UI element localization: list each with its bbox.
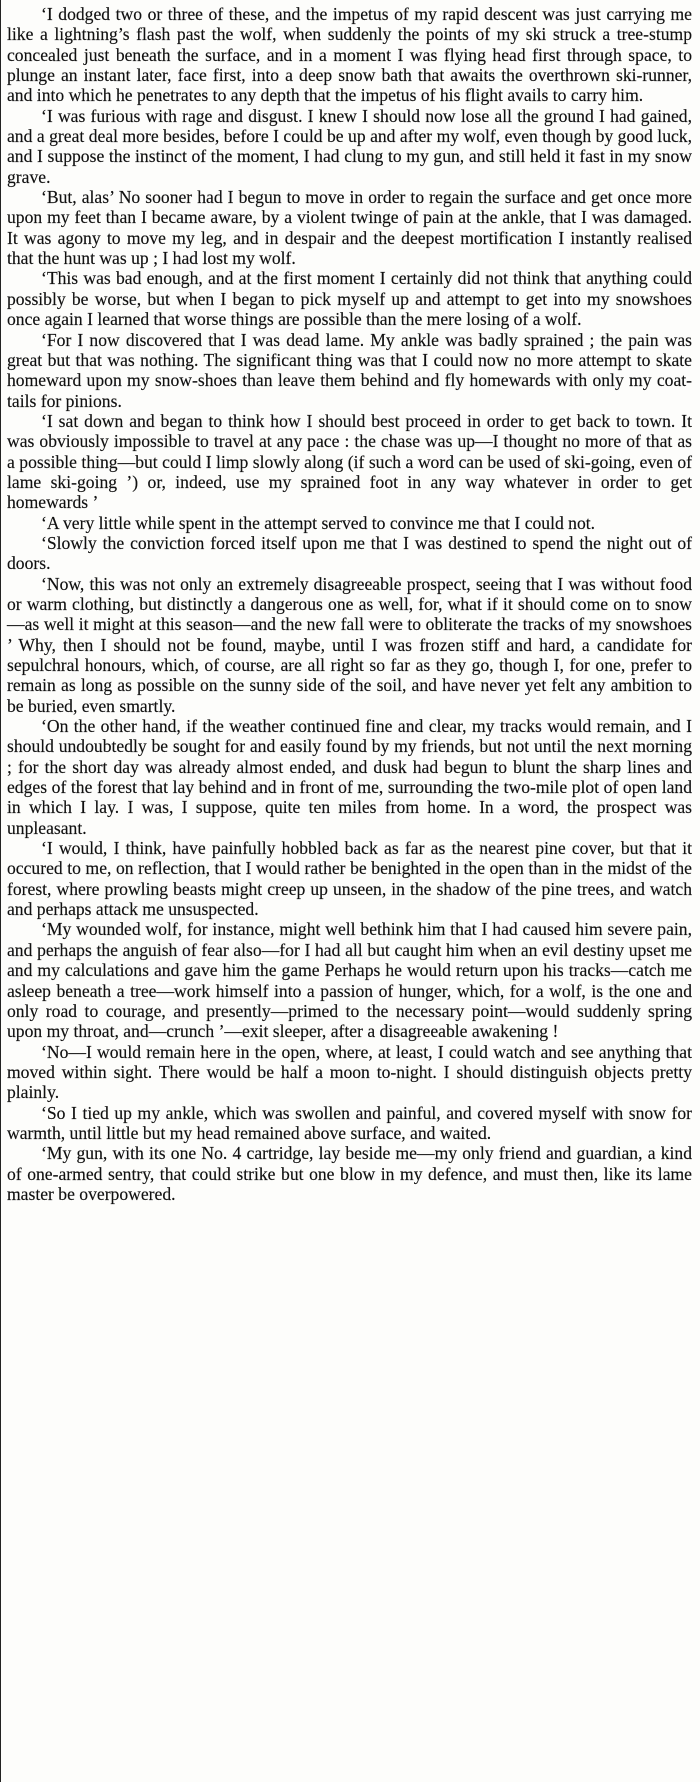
paragraph: ‘On the other hand, if the weather continued fine and clear, my tracks would remain, and I should undoubtedly be sought for and easily found by my friends, but not until the next morning ; for the short day was already almost ended, and dusk had begun to blunt the sharp lines and edges of the forest that lay behind and in front of me, surrounding the two-mile plot of open land in which I lay. I was, I suppose, quite ten miles from home. In a word, the prospect was unpleasant. <box>7 716 692 838</box>
paragraph: ‘For I now discovered that I was dead lame. My ankle was badly sprained ; the pain was great but that was nothing. The significant thing was that I could now no more attempt to skate homeward upon my snow-shoes than leave them behind and fly homewards with only my coat-tails for pinions. <box>7 329 692 411</box>
paragraph: ‘I would, I think, have painfully hobbled back as far as the nearest pine cover, but that it occured to me, on reflection, that I would rather be benighted in the open than in the midst of the forest, where prowling beasts might creep up unseen, in the shadow of the pine trees, and watch and perhaps attack me unsuspected. <box>7 838 692 920</box>
paragraph: ‘No—I would remain here in the open, where, at least, I could watch and see anything that moved within sight. There would be half a moon to-night. I should distinguish objects pretty plainly. <box>7 1041 692 1103</box>
paragraph: ‘I dodged two or three of these, and the impetus of my rapid descent was just carrying me like a lightning’s flash past the wolf, when suddenly the points of my ski struck a tree-stump concealed just beneath the surface, and in a moment I was flying head first through space, to plunge an instant later, face first, into a deep snow bath that awaits the overthrown ski-runner, and into which he penetrates to any depth that the impetus of his flight avails to carry him. <box>7 4 692 106</box>
paragraph: ‘Slowly the conviction forced itself upon me that I was destined to spend the night out of doors. <box>7 532 692 574</box>
paragraph: ‘I sat down and began to think how I should best proceed in order to get back to town. It was obviously impossible to travel at any pace : the chase was up—I thought no more of that as a possible thing—but could I limp slowly along (if such a word can be used of ski-going, even of lame ski-going ’) or, indeed, use my sprained foot in any way whatever in order to get homewards ’ <box>7 410 692 513</box>
paragraph: ‘So I tied up my ankle, which was swollen and painful, and covered myself with snow for warmth, until little but my head remained above surface, and waited. <box>7 1102 692 1143</box>
paragraph: ‘A very little while spent in the attempt served to convince me that I could not. <box>41 512 596 533</box>
paragraph: ‘But, alas’ No sooner had I begun to move in order to regain the surface and get once more upon my feet than I became aware, by a violent twinge of pain at the ankle, that I was damaged. It was agony to move my leg, and in despair and the deepest mortification I instantly realised that the hunt was up ; I had lost my wolf. <box>7 187 692 269</box>
text-column <box>7 4 692 1204</box>
paragraph: ‘My gun, with its one No. 4 cartridge, lay beside me—my only friend and guardian, a kind of one-armed sentry, that could strike but one blow in my defence, and must then, like its lame master be overpowered. <box>7 1143 692 1204</box>
paragraph: ‘This was bad enough, and at the first moment I certainly did not think that anything could possibly be worse, but when I began to pick myself up and attempt to get into my snowshoes once again I learned that worse things are possible than the mere losing of a wolf. <box>7 268 692 330</box>
paragraph: ‘My wounded wolf, for instance, might well bethink him that I had caused him severe pain, and perhaps the anguish of fear also—for I had all but caught him when an evil destiny upset me and my calculations and gave him the game Perhaps he would return upon his tracks—catch me asleep beneath a tree—work himself into a passion of hunger, which, for a wolf, is the one and only road to courage, and presently—primed to the necessary point—would suddenly spring upon my throat, and—crunch ’—exit sleeper, after a disagreeable awakening ! <box>7 919 692 1042</box>
paragraph: ‘I was furious with rage and disgust. I knew I should now lose all the ground I had gained, and a great deal more besides, before I could be up and after my wolf, even though by good luck, and I suppose the instinct of the moment, I had clung to my gun, and still held it fast in my snow grave. <box>7 105 692 187</box>
paragraph: ‘Now, this was not only an extremely disagreeable prospect, seeing that I was without food or warm clothing, but distinctly a dangerous one as well, for, what if it should come on to snow—as well it might at this season—and the new fall were to obliterate the tracks of my snowshoes ’ Why, then I should not be found, maybe, until I was frozen stiff and hard, a candidate for sepulchral honours, which, of course, are all right so far as they go, though I, for one, prefer to remain as long as possible on the sunny side of the soil, and have never yet felt any ambition to be buried, even smartly. <box>7 573 692 716</box>
